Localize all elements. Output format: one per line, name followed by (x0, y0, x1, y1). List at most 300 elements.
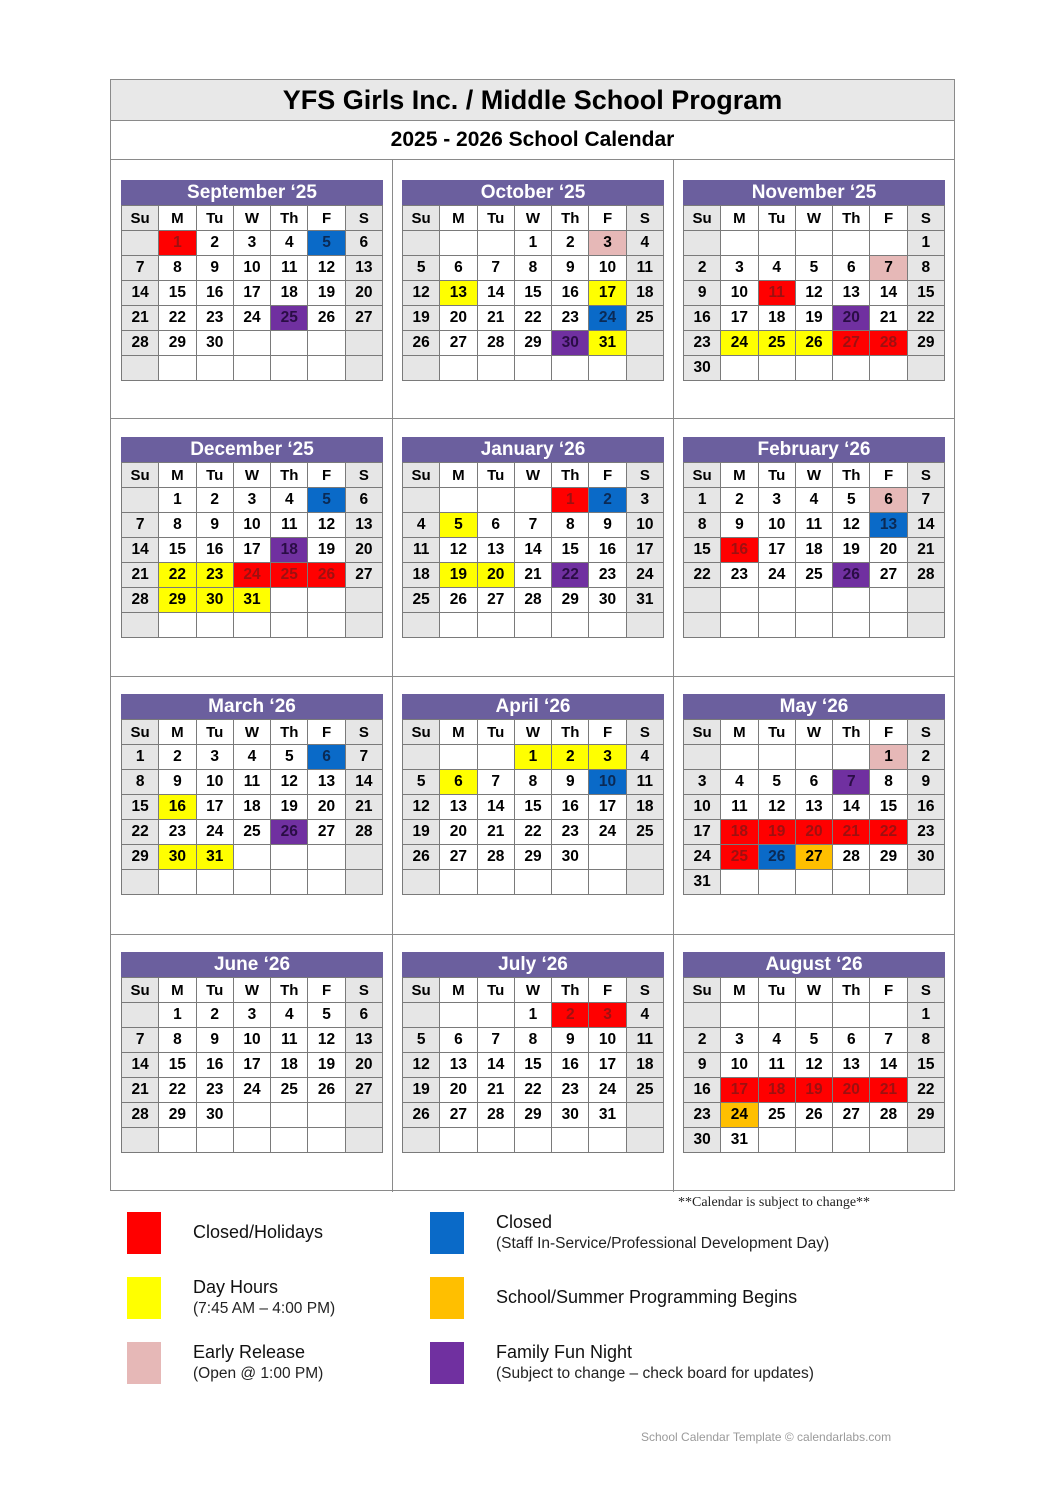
empty-cell (833, 1128, 870, 1153)
empty-cell (271, 845, 308, 870)
empty-cell (440, 1128, 477, 1153)
week-row (684, 281, 945, 306)
weekday-row (403, 978, 664, 1003)
month-calendar (402, 180, 664, 381)
legend-swatch (127, 1277, 161, 1319)
day-cell: 22 (122, 820, 159, 845)
day-cell: 22 (907, 1078, 944, 1103)
day-cell: 13 (345, 1028, 382, 1053)
day-cell: 12 (403, 795, 440, 820)
day-cell: 21 (477, 306, 514, 331)
day-cell: 6 (795, 770, 832, 795)
day-cell: 24 (589, 820, 626, 845)
empty-cell (758, 613, 795, 638)
week-row (403, 1128, 664, 1153)
day-cell: 15 (870, 795, 907, 820)
week-row (684, 820, 945, 845)
day-cell: 2 (589, 488, 626, 513)
day-cell: 20 (795, 820, 832, 845)
month-name: March ‘26 (121, 694, 383, 719)
day-cell: 23 (196, 1078, 233, 1103)
day-cell: 30 (684, 1128, 721, 1153)
day-cell: 26 (308, 1078, 345, 1103)
week-row (122, 488, 383, 513)
day-cell: 18 (626, 1053, 663, 1078)
day-cell: 23 (907, 820, 944, 845)
empty-cell (440, 488, 477, 513)
day-cell: 12 (308, 1028, 345, 1053)
day-cell: 15 (514, 1053, 551, 1078)
month-grid (121, 977, 383, 1153)
empty-cell (122, 231, 159, 256)
day-cell: 18 (758, 1078, 795, 1103)
legend-item (430, 1212, 830, 1254)
day-cell: 6 (440, 256, 477, 281)
empty-cell (795, 231, 832, 256)
day-cell: 4 (626, 745, 663, 770)
day-cell: 17 (233, 1053, 270, 1078)
month-calendar (402, 694, 664, 895)
day-cell: 29 (514, 845, 551, 870)
day-cell: 13 (308, 770, 345, 795)
day-cell: 12 (795, 281, 832, 306)
day-cell: 26 (833, 563, 870, 588)
day-cell: 5 (440, 513, 477, 538)
week-row (684, 488, 945, 513)
day-cell: 27 (345, 1078, 382, 1103)
row-divider (111, 934, 954, 935)
day-cell: 13 (440, 795, 477, 820)
day-cell: 31 (589, 1103, 626, 1128)
weekday-label: Tu (196, 463, 233, 488)
week-row (122, 306, 383, 331)
day-cell: 6 (308, 745, 345, 770)
day-cell: 5 (308, 488, 345, 513)
legend-label: Family Fun Night (496, 1342, 633, 1362)
day-cell: 9 (684, 281, 721, 306)
week-row (403, 538, 664, 563)
empty-cell (833, 356, 870, 381)
day-cell: 11 (626, 256, 663, 281)
day-cell: 14 (122, 1053, 159, 1078)
day-cell: 9 (196, 256, 233, 281)
weekday-label: M (440, 978, 477, 1003)
day-cell: 23 (684, 331, 721, 356)
weekday-label: Su (403, 206, 440, 231)
day-cell: 17 (721, 1078, 758, 1103)
day-cell: 6 (440, 1028, 477, 1053)
empty-cell (440, 745, 477, 770)
day-cell: 28 (477, 1103, 514, 1128)
legend-text (496, 1342, 814, 1384)
weekday-label: Th (552, 720, 589, 745)
day-cell: 27 (870, 563, 907, 588)
weekday-row (122, 720, 383, 745)
weekday-label: M (440, 463, 477, 488)
week-row (122, 795, 383, 820)
week-row (403, 870, 664, 895)
empty-cell (833, 588, 870, 613)
day-cell: 2 (159, 745, 196, 770)
day-cell: 20 (345, 281, 382, 306)
day-cell: 19 (403, 306, 440, 331)
empty-cell (345, 356, 382, 381)
day-cell: 5 (403, 256, 440, 281)
day-cell: 6 (345, 1003, 382, 1028)
week-row (403, 820, 664, 845)
empty-cell (196, 356, 233, 381)
day-cell: 24 (233, 1078, 270, 1103)
week-row (684, 1103, 945, 1128)
empty-cell (345, 588, 382, 613)
day-cell: 30 (684, 356, 721, 381)
day-cell: 8 (159, 513, 196, 538)
day-cell: 10 (589, 256, 626, 281)
day-cell: 13 (440, 1053, 477, 1078)
day-cell: 18 (758, 306, 795, 331)
empty-cell (626, 845, 663, 870)
day-cell: 18 (626, 281, 663, 306)
day-cell: 3 (233, 488, 270, 513)
day-cell: 27 (308, 820, 345, 845)
weekday-row (403, 463, 664, 488)
week-row (684, 563, 945, 588)
empty-cell (721, 745, 758, 770)
week-row (403, 563, 664, 588)
empty-cell (870, 231, 907, 256)
day-cell: 23 (196, 306, 233, 331)
week-row (122, 613, 383, 638)
empty-cell (795, 870, 832, 895)
day-cell: 16 (684, 306, 721, 331)
day-cell: 20 (870, 538, 907, 563)
day-cell: 26 (403, 845, 440, 870)
month-grid (121, 719, 383, 895)
weekday-label: F (870, 463, 907, 488)
day-cell: 20 (833, 306, 870, 331)
week-row (403, 1028, 664, 1053)
empty-cell (758, 1128, 795, 1153)
week-row (122, 1053, 383, 1078)
empty-cell (345, 331, 382, 356)
empty-cell (721, 1003, 758, 1028)
empty-cell (196, 1128, 233, 1153)
day-cell: 11 (271, 1028, 308, 1053)
day-cell: 15 (159, 1053, 196, 1078)
day-cell: 17 (721, 306, 758, 331)
week-row (403, 745, 664, 770)
week-row (684, 1003, 945, 1028)
day-cell: 27 (345, 563, 382, 588)
empty-cell (684, 613, 721, 638)
day-cell: 4 (271, 488, 308, 513)
day-cell: 21 (833, 820, 870, 845)
day-cell: 4 (626, 231, 663, 256)
empty-cell (626, 613, 663, 638)
empty-cell (440, 356, 477, 381)
day-cell: 18 (721, 820, 758, 845)
weekday-label: Su (684, 720, 721, 745)
empty-cell (907, 588, 944, 613)
empty-cell (271, 870, 308, 895)
day-cell: 7 (907, 488, 944, 513)
weekday-label: Th (833, 720, 870, 745)
empty-cell (159, 356, 196, 381)
day-cell: 25 (758, 1103, 795, 1128)
empty-cell (403, 488, 440, 513)
empty-cell (870, 356, 907, 381)
empty-cell (477, 488, 514, 513)
week-row (684, 256, 945, 281)
day-cell: 12 (403, 1053, 440, 1078)
day-cell: 7 (870, 1028, 907, 1053)
week-row (403, 1103, 664, 1128)
day-cell: 29 (552, 588, 589, 613)
weekday-label: W (795, 720, 832, 745)
month-name: July ‘26 (402, 952, 664, 977)
legend-item (430, 1342, 814, 1384)
week-row (403, 795, 664, 820)
weekday-label: Tu (477, 463, 514, 488)
day-cell: 24 (684, 845, 721, 870)
day-cell: 29 (159, 331, 196, 356)
empty-cell (403, 1003, 440, 1028)
weekday-label: Th (833, 978, 870, 1003)
day-cell: 3 (589, 1003, 626, 1028)
empty-cell (271, 356, 308, 381)
day-cell: 17 (196, 795, 233, 820)
month-calendar (121, 952, 383, 1153)
weekday-label: Tu (758, 206, 795, 231)
weekday-label: F (870, 978, 907, 1003)
day-cell: 11 (626, 770, 663, 795)
day-cell: 5 (308, 231, 345, 256)
day-cell: 25 (271, 1078, 308, 1103)
empty-cell (684, 1003, 721, 1028)
week-row (122, 281, 383, 306)
weekday-row (122, 978, 383, 1003)
day-cell: 1 (907, 231, 944, 256)
day-cell: 17 (684, 820, 721, 845)
empty-cell (907, 613, 944, 638)
weekday-label: M (721, 720, 758, 745)
day-cell: 6 (870, 488, 907, 513)
day-cell: 11 (626, 1028, 663, 1053)
empty-cell (552, 356, 589, 381)
day-cell: 26 (795, 331, 832, 356)
day-cell: 3 (233, 1003, 270, 1028)
empty-cell (440, 613, 477, 638)
weekday-label: F (308, 978, 345, 1003)
weekday-row (684, 463, 945, 488)
weekday-label: Th (271, 206, 308, 231)
day-cell: 10 (721, 281, 758, 306)
empty-cell (626, 1103, 663, 1128)
week-row (122, 1078, 383, 1103)
empty-cell (795, 745, 832, 770)
day-cell: 12 (271, 770, 308, 795)
day-cell: 28 (345, 820, 382, 845)
row-divider (111, 676, 954, 677)
week-row (403, 256, 664, 281)
month-calendar (402, 437, 664, 638)
day-cell: 27 (440, 1103, 477, 1128)
empty-cell (233, 845, 270, 870)
day-cell: 22 (870, 820, 907, 845)
day-cell: 24 (196, 820, 233, 845)
week-row (684, 306, 945, 331)
day-cell: 9 (907, 770, 944, 795)
empty-cell (403, 1128, 440, 1153)
empty-cell (870, 870, 907, 895)
weekday-label: W (795, 463, 832, 488)
day-cell: 20 (345, 1053, 382, 1078)
empty-cell (477, 745, 514, 770)
empty-cell (626, 1128, 663, 1153)
empty-cell (403, 613, 440, 638)
day-cell: 8 (159, 256, 196, 281)
day-cell: 18 (271, 281, 308, 306)
empty-cell (308, 331, 345, 356)
day-cell: 7 (122, 513, 159, 538)
week-row (684, 1053, 945, 1078)
day-cell: 19 (308, 281, 345, 306)
day-cell: 8 (552, 513, 589, 538)
week-row (684, 538, 945, 563)
empty-cell (233, 613, 270, 638)
week-row (403, 845, 664, 870)
empty-cell (907, 870, 944, 895)
week-row (122, 820, 383, 845)
empty-cell (626, 356, 663, 381)
week-row (684, 356, 945, 381)
day-cell: 21 (870, 1078, 907, 1103)
month-name: May ‘26 (683, 694, 945, 719)
empty-cell (233, 1128, 270, 1153)
weekday-label: M (721, 978, 758, 1003)
week-row (403, 231, 664, 256)
legend-label: Day Hours (193, 1277, 279, 1297)
empty-cell (758, 745, 795, 770)
day-cell: 24 (589, 306, 626, 331)
week-row (403, 770, 664, 795)
day-cell: 5 (308, 1003, 345, 1028)
weekday-label: S (907, 463, 944, 488)
weekday-label: F (308, 206, 345, 231)
day-cell: 27 (795, 845, 832, 870)
day-cell: 28 (477, 331, 514, 356)
month-calendar (683, 952, 945, 1153)
day-cell: 3 (589, 231, 626, 256)
day-cell: 1 (684, 488, 721, 513)
day-cell: 2 (196, 1003, 233, 1028)
empty-cell (833, 1003, 870, 1028)
empty-cell (795, 1128, 832, 1153)
weekday-label: F (589, 206, 626, 231)
empty-cell (271, 1128, 308, 1153)
empty-cell (514, 1128, 551, 1153)
month-name: September ‘25 (121, 180, 383, 205)
empty-cell (721, 356, 758, 381)
day-cell: 16 (907, 795, 944, 820)
day-cell: 30 (552, 845, 589, 870)
month-grid (402, 977, 664, 1153)
weekday-label: M (159, 206, 196, 231)
day-cell: 14 (870, 1053, 907, 1078)
day-cell: 26 (440, 588, 477, 613)
day-cell: 5 (403, 770, 440, 795)
empty-cell (233, 356, 270, 381)
day-cell: 8 (514, 770, 551, 795)
empty-cell (477, 1003, 514, 1028)
day-cell: 13 (795, 795, 832, 820)
day-cell: 7 (477, 1028, 514, 1053)
day-cell: 11 (233, 770, 270, 795)
weekday-row (403, 206, 664, 231)
empty-cell (870, 588, 907, 613)
weekday-row (684, 720, 945, 745)
day-cell: 17 (589, 795, 626, 820)
empty-cell (122, 870, 159, 895)
day-cell: 9 (552, 770, 589, 795)
weekday-label: W (514, 978, 551, 1003)
month-name: January ‘26 (402, 437, 664, 462)
empty-cell (403, 356, 440, 381)
day-cell: 2 (721, 488, 758, 513)
legend-sublabel: (Open @ 1:00 PM) (193, 1365, 324, 1382)
day-cell: 4 (758, 1028, 795, 1053)
month-calendar (121, 694, 383, 895)
week-row (122, 1003, 383, 1028)
day-cell: 29 (907, 1103, 944, 1128)
day-cell: 15 (514, 281, 551, 306)
month-name: August ‘26 (683, 952, 945, 977)
weekday-label: M (440, 206, 477, 231)
day-cell: 11 (271, 513, 308, 538)
legend-sublabel: (Subject to change – check board for updates) (496, 1365, 814, 1382)
month-grid (402, 205, 664, 381)
weekday-row (122, 463, 383, 488)
empty-cell (403, 231, 440, 256)
day-cell: 10 (233, 256, 270, 281)
day-cell: 27 (440, 845, 477, 870)
day-cell: 16 (196, 1053, 233, 1078)
day-cell: 26 (403, 1103, 440, 1128)
empty-cell (684, 745, 721, 770)
day-cell: 25 (626, 306, 663, 331)
day-cell: 6 (345, 488, 382, 513)
empty-cell (758, 1003, 795, 1028)
day-cell: 20 (440, 1078, 477, 1103)
day-cell: 16 (552, 281, 589, 306)
empty-cell (795, 1003, 832, 1028)
day-cell: 30 (196, 588, 233, 613)
empty-cell (758, 870, 795, 895)
weekday-label: Th (271, 463, 308, 488)
week-row (684, 770, 945, 795)
day-cell: 19 (403, 1078, 440, 1103)
day-cell: 26 (308, 563, 345, 588)
day-cell: 5 (758, 770, 795, 795)
week-row (122, 513, 383, 538)
legend-swatch (127, 1342, 161, 1384)
week-row (403, 1053, 664, 1078)
day-cell: 16 (552, 1053, 589, 1078)
weekday-label: W (233, 978, 270, 1003)
day-cell: 26 (403, 331, 440, 356)
weekday-label: Su (403, 720, 440, 745)
day-cell: 6 (833, 1028, 870, 1053)
